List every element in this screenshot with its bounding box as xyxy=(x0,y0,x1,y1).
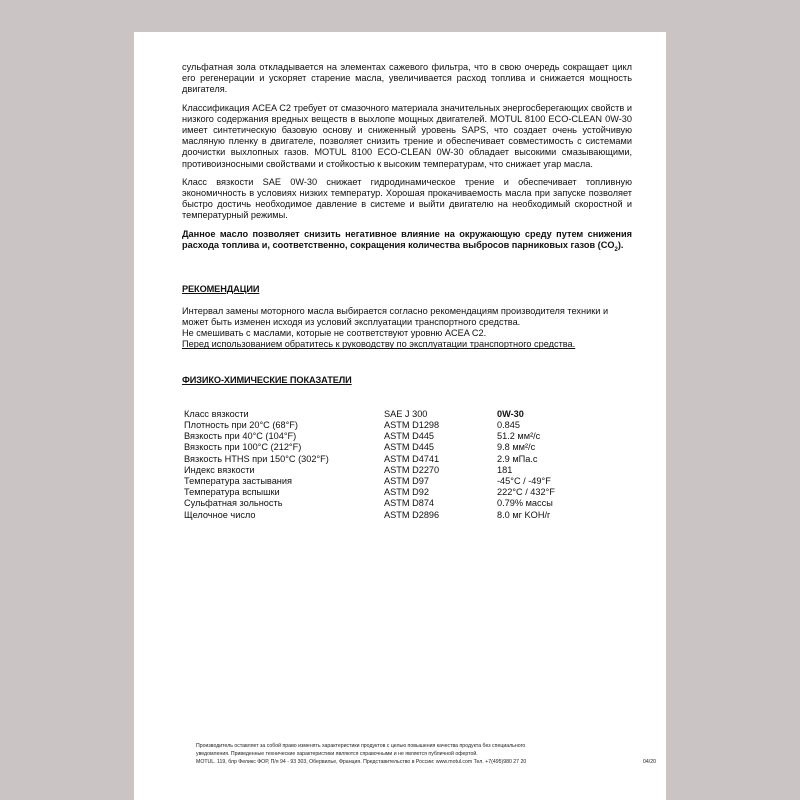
footer-line: Производитель оставляет за собой право изменять характеристики продуктов с целью повышения качества продукта без специального xyxy=(196,743,526,749)
property-value: -45°C / -49°F xyxy=(497,475,551,486)
table-row xyxy=(184,476,617,487)
property-name: Температура вспышки xyxy=(184,487,280,498)
table-row xyxy=(184,510,617,521)
eco-text: Данное масло позволяет снизить негативное влияние на окружающую среду путем снижения расхода топлива и, соответственно, сокращения количества выбросов парниковых газов (CO xyxy=(182,228,632,250)
recommendation-line: Интервал замены моторного масла выбирается согласно рекомендациям производителя техники и может быть изменен исходя из условий эксплуатации транспортного средства. xyxy=(182,305,609,328)
properties-title: ФИЗИКО-ХИМИЧЕСКИЕ ПОКАЗАТЕЛИ xyxy=(182,374,352,385)
recommendation-underlined-line: Перед использованием обратитесь к руководству по эксплуатации транспортного средства. xyxy=(182,339,576,350)
table-row xyxy=(184,442,617,453)
paragraph-eco xyxy=(182,229,632,256)
footer-line: уведомления. Приведенные технические характеристики являются справочными и не является публичной офертой. xyxy=(196,751,478,757)
property-name: Вязкость при 100°C (212°F) xyxy=(184,442,302,453)
property-value: 0.79% массы xyxy=(497,498,553,509)
property-method: ASTM D445 xyxy=(384,442,435,453)
property-value: 51.2 мм²/с xyxy=(497,431,541,442)
property-value: 0W-30 xyxy=(497,408,524,419)
properties-table xyxy=(184,409,617,521)
document-page xyxy=(134,32,666,800)
table-row xyxy=(184,420,617,431)
property-value: 222°C / 432°F xyxy=(497,487,555,498)
recommendations-title: РЕКОМЕНДАЦИИ xyxy=(182,283,260,294)
property-value: 0.845 xyxy=(497,419,520,430)
property-name: Индекс вязкости xyxy=(184,464,255,475)
property-name: Вязкость HTHS при 150°C (302°F) xyxy=(184,453,329,464)
table-row xyxy=(184,409,617,420)
eco-suffix: ). xyxy=(617,239,624,250)
property-method: ASTM D445 xyxy=(384,431,435,442)
property-method: ASTM D92 xyxy=(384,487,429,498)
property-method: ASTM D874 xyxy=(384,498,435,509)
footer-disclaimer xyxy=(196,742,656,766)
property-name: Плотность при 20°C (68°F) xyxy=(184,419,298,430)
eco-subscript: 2 xyxy=(614,246,618,253)
property-name: Класс вязкости xyxy=(184,408,249,419)
property-value: 8.0 мг KOH/г xyxy=(497,509,551,520)
table-row xyxy=(184,431,617,442)
property-value: 181 xyxy=(497,464,513,475)
property-name: Щелочное число xyxy=(184,509,256,520)
property-value: 2.9 мПа.с xyxy=(497,453,538,464)
property-method: ASTM D2896 xyxy=(384,509,440,520)
property-name: Сульфатная зольность xyxy=(184,498,283,509)
property-method: ASTM D97 xyxy=(384,475,429,486)
table-row xyxy=(184,454,617,465)
paragraph-sulfated-ash: сульфатная зола откладывается на элементах сажевого фильтра, что в свою очередь сокращает цикл его регенерации и ускоряет старение масла, увеличивается расход топлива и снижается мощность двигателя. xyxy=(182,62,632,95)
table-row xyxy=(184,465,617,476)
property-name: Вязкость при 40°C (104°F) xyxy=(184,431,297,442)
recommendation-line: Не смешивать с маслами, которые не соответствуют уровню ACEA C2. xyxy=(182,328,487,339)
table-row xyxy=(184,498,617,509)
footer-code: 04/20 xyxy=(643,759,656,765)
property-value: 9.8 мм²/с xyxy=(497,442,536,453)
footer-line: MOTUL. 119, блр Феликс ФОР, П/я 94 - 93 303, Обервилье, Франция. Представительство в России: www.motul.com Тел. +7(495)980 27 20 xyxy=(196,759,527,765)
paragraph-acea-c2: Классификация ACEA C2 требует от смазочного материала значительных энергосберегающих свойств и низкого содержания вредных веществ в выхлопе мощных двигателей. MOTUL 8100 ECO-CLEAN 0W-30 имеет синтетическую базовую основу и сниженный уровень SAPS, что создает очень устойчивую масляную пленку в двигателе, позволяет снизить трение и обеспечивает совместимость с системами доочистки выхлопных газов. MOTUL 8100 ECO-CLEAN 0W-30 обладает высокими смазывающими, противоизносными свойствами и стойкостью к высоким температурам, что снижает угар масла. xyxy=(182,102,632,169)
property-method: ASTM D4741 xyxy=(384,453,440,464)
property-method: SAE J 300 xyxy=(384,408,428,419)
table-row xyxy=(184,487,617,498)
property-method: ASTM D1298 xyxy=(384,419,440,430)
paragraph-sae-viscosity: Класс вязкости SAE 0W-30 снижает гидродинамическое трение и обеспечивает топливную экономичность в условиях низких температур. Хорошая прокачиваемость масла при запуске позволяет быстро достичь необходимое давление в системе и выйти двигателю на необходимый скоростной и температурный режимы. xyxy=(182,176,632,221)
property-name: Температура застывания xyxy=(184,475,292,486)
property-method: ASTM D2270 xyxy=(384,464,440,475)
